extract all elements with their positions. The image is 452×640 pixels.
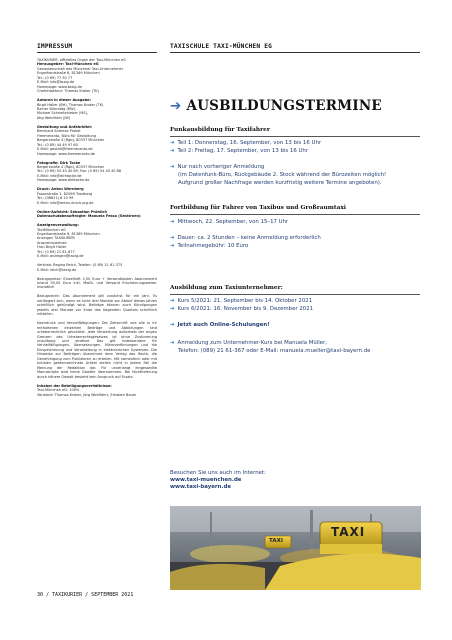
impressum-line: Chefredakteur: Thomas Kroker (TK) xyxy=(37,89,99,94)
schedule-note: Aufgrund großer Nachfrage werden kurzfristig weitere Termine angeboten). xyxy=(178,180,382,186)
impressum-line: Vorstand: Thomas Kroker, Jörg Wohlfahrt, Erhaben Bauer xyxy=(37,392,137,397)
page-footer: 30 / TAXIKURIER / SEPTEMBER 2021 xyxy=(37,592,134,598)
online-signup-line xyxy=(170,322,270,330)
impressum-notice: Bezugsrecht: Das Abonnement gilt zunächst für ein Jahr. Es verlängert sich, wenn es nicht drei Monate vor Ablauf dieses Jahres schriftlich gekündigt wird. Beiträge können auch Kündigungen jeweils drei Monate vor Ende des folgenden Quartals schriftlich mitteilen. xyxy=(37,294,157,317)
impressum-ads xyxy=(37,223,157,259)
arrow-right-icon: ➔ xyxy=(170,322,175,328)
impressum-heading-rule xyxy=(37,52,157,53)
schedule-text: Nur nach vorheriger Anmeldung xyxy=(177,164,265,170)
schedule-note: (im Datenfunk-Büro, Rückgebäude 2. Stock während der Bürozeiten möglich! xyxy=(178,172,387,178)
arrow-right-icon: ➔ xyxy=(170,306,175,312)
taxi-photo-illustration xyxy=(170,506,421,590)
schedule-line xyxy=(170,164,264,172)
impressum-owners xyxy=(37,384,157,397)
impressum-line: Rainer Würrstäg (RW), xyxy=(37,107,77,112)
schedule-text: Teil 2: Freitag, 17. September, von 13 bis 16 Uhr xyxy=(177,148,309,154)
schedule-text: Mittwoch, 22. September, von 15–17 Uhr xyxy=(177,219,289,225)
impressum-sales xyxy=(37,263,157,272)
impressum-line: Fasanstraße 1, 82069 Trostberg xyxy=(37,191,93,196)
contact-text: Anmeldung zum Unternehmer-Kurs bei Manuela Müller, xyxy=(177,340,328,346)
impressum-print xyxy=(37,187,157,205)
schedule-line xyxy=(170,235,321,243)
impressum-line: Ansprechpartner: xyxy=(37,240,68,245)
impressum-intro xyxy=(37,58,157,94)
taxiunternehmer-heading: Ausbildung zum Taxiunternehmer: xyxy=(170,285,283,291)
impressum-line: E-Mail: info@dirktacke.de xyxy=(37,173,82,178)
contact-line xyxy=(170,340,327,348)
impressum-line: Birgit Haller (BH), Thomas Kroker (TK) xyxy=(37,102,104,107)
schedule-text: Dauer: ca. 2 Stunden – keine Anmeldung erforderlich xyxy=(177,235,321,241)
impressum-line: Gestaltung und Anfahrkitel: xyxy=(37,124,93,129)
impressum-line: Anzeigenverwaltung: xyxy=(37,223,79,228)
schedule-line xyxy=(170,298,312,306)
ausbildungstermine-title xyxy=(170,98,382,114)
section-rule xyxy=(170,294,420,295)
section-rule xyxy=(170,214,420,215)
impressum-line: Datenschutzbeauftragte: Manuela Fessa (Gestirnen) xyxy=(37,214,141,219)
impressum-line: Fotografie: Dirk Tacke xyxy=(37,160,81,165)
impressum-line: Michael Schneitenleber (MS), xyxy=(37,111,89,116)
impressum-prices: Bezugspreise: Einzelheft 2,50 Euro + Versandkosten Abonnement Inland 30,00 Euro inkl. MwSt. und Versand Erscheinungsweise: monatlich xyxy=(37,276,157,290)
impressum-line: Tel.: (0 89) 44 49 97 60 xyxy=(37,142,78,147)
impressum-line: Homepage: www.dirktacke.de xyxy=(37,178,90,183)
arrow-right-icon: ➔ xyxy=(170,243,175,249)
impressum-line: Homepage: www.taxig.de xyxy=(37,84,83,89)
impressum-authors xyxy=(37,98,157,120)
impressum-line: Tel.: (0 89) 21 61-677 xyxy=(37,249,75,254)
taxi-sign-text-small: TAXI xyxy=(269,538,283,544)
impressum-line: Online-Aufsicht: Sebastian Pröhlich xyxy=(37,209,107,214)
title-text: AUSBILDUNGSTERMINE xyxy=(186,98,382,114)
impressum-line: E-Mail: gestalt@freemeranto.de xyxy=(37,147,93,152)
impressum-line: Engelhardstraße 6, 81369 München xyxy=(37,231,100,236)
arrow-right-icon: ➔ xyxy=(170,298,175,304)
arrow-right-icon: ➔ xyxy=(170,235,175,241)
impressum-line: E-Mail: info@taxig.de xyxy=(37,80,75,85)
taxischule-heading: TAXISCHULE TAXI-MÜNCHEN EG xyxy=(170,43,273,50)
impressum-line: Engelhardstraße 6, 81369 München xyxy=(37,71,100,76)
impressum-line: Vertrieb: Regina Reich, Telefon: (0 89) 21 61-375 xyxy=(37,263,123,268)
arrow-right-icon: ➔ xyxy=(170,148,175,154)
impressum-line: Jörg Wohlfahrt (JW) xyxy=(37,115,71,120)
impressum-line: Tel.: (08621) 6 10 99 xyxy=(37,196,74,201)
arrow-right-icon: ➔ xyxy=(170,98,182,114)
impressum-online xyxy=(37,210,157,219)
impressum-line: Herausgeber: Taxi-München eG xyxy=(37,62,99,67)
schedule-text: Teilnahmegebühr: 10 Euro xyxy=(177,243,249,249)
website-link-muenchen[interactable]: www.taxi-muenchen.de xyxy=(170,477,242,484)
impressum-line: E-Mail: reich@taxig.de xyxy=(37,267,77,272)
schedule-line xyxy=(170,243,248,251)
fortbildung-heading: Fortbildung für Fahrer von Taxibus und Großraumtaxi xyxy=(170,205,346,211)
taxischule-heading-rule xyxy=(170,52,420,53)
taxi-photo xyxy=(170,506,421,590)
online-signup-text: Jetzt auch Online-Schulungen! xyxy=(177,322,270,328)
impressum-photo xyxy=(37,161,157,183)
website-link-bayern[interactable]: www.taxi-bayern.de xyxy=(170,484,231,491)
schedule-line xyxy=(170,219,288,227)
impressum-line: Bergerstraße 4 (Rgb), 80337 München xyxy=(37,138,105,143)
impressum-column xyxy=(37,58,157,401)
impressum-line: Bergerstraße 4 (Rgb), 80337 München xyxy=(37,165,105,170)
impressum-line: Tel.: (0 89) 54 40 40 69, Fax: (0 89) 54 40 40 88 xyxy=(37,169,122,174)
impressum-line: Tel.: (0 89) 77 30 77 xyxy=(37,75,73,80)
impressum-design xyxy=(37,125,157,156)
impressum-line: Homepage: www.freemeranto.de xyxy=(37,151,95,156)
impressum-line: Genossenschaft des Münchner Taxi-Unternehmer xyxy=(37,66,124,71)
impressum-line: Freemeranto, Büro für Gestaltung xyxy=(37,133,96,138)
schedule-text: Kurs 6/2021: 16. November bis 9. Dezember 2021 xyxy=(177,306,314,312)
impressum-line: Anzeigen TAXIKURIER xyxy=(37,236,75,241)
schedule-line xyxy=(170,148,308,156)
arrow-right-icon: ➔ xyxy=(170,340,175,346)
internet-intro: Besuchen Sie uns auch im Internet: xyxy=(170,470,266,476)
arrow-right-icon: ➔ xyxy=(170,140,175,146)
funkausbildung-heading: Funkausbildung für Taxifahrer xyxy=(170,127,270,133)
arrow-right-icon: ➔ xyxy=(170,164,175,170)
impressum-line: Frau Birgit Haller xyxy=(37,245,67,250)
impressum-line: TAXIKURIER, offizielles Organ der Taxi-München eG xyxy=(37,58,127,62)
impressum-line: Taxi-München eG: 100% xyxy=(37,388,80,393)
impressum-reprint: Nachdruck und Vervielfältigungen: Die Zeitschrift und alle in ihr enthaltenen einzelnen Beiträge und Abbildungen sind urheberrechtlich geschützt. Jede Verwertung außerhalb der engen Grenzen des Urheberrechtsgesetzes ist ohne Zustimmung unzulässig und strafbar. Das gilt insbesondere für Vervielfältigungen, Übersetzungen, Mikroverfilmungen und die Einspeicherung und Verarbeitung in elektronischen Systemen. Die Hinweise zur Beiträgen übernimmt dem Verlag das Recht, die Genehmigung zum Publizieren zu erteilen. Mit namentlich oder mit Initialen gekennzeichnete Artikel stellen nicht in jedem Fall die Meinung der Redaktion dar. Für unverlangt eingesandte Manuskripte wird keine Gewähr übernommen. Bei Nichtlieferung durch höhere Gewalt besteht kein Anspruch auf Ersatz. xyxy=(37,321,157,379)
impressum-line: E-Mail: info@anton-druck.org.de xyxy=(37,200,94,205)
impressum-line: Druck: Anton Wernberg xyxy=(37,187,84,192)
impressum-heading: IMPRESSUM xyxy=(37,43,73,50)
arrow-right-icon: ➔ xyxy=(170,219,175,225)
impressum-line: Inhaber der Beteiligungsverhältnisse: xyxy=(37,383,112,388)
impressum-line: Bernhard Andreas Probst xyxy=(37,129,81,134)
schedule-text: Teil 1: Donnerstag, 16. September, von 13 bis 16 Uhr xyxy=(177,140,322,146)
impressum-line: Autoren in dieser Ausgabe: xyxy=(37,98,91,103)
schedule-text: Kurs 5/2021: 21. September bis 14. Oktober 2021 xyxy=(177,298,313,304)
schedule-line xyxy=(170,306,313,314)
impressum-line: TaxiMünchen eG xyxy=(37,227,66,232)
schedule-line xyxy=(170,140,321,148)
section-rule xyxy=(170,136,420,137)
impressum-line: E-Mail: anzeigen@taxig.de xyxy=(37,254,84,259)
taxi-sign-text: TAXI xyxy=(331,525,366,539)
internet-block xyxy=(170,470,266,492)
contact-phone-email: Telefon: (089) 21 61-367 oder E-Mail: manuela.mueller@taxi-bayern.de xyxy=(178,348,371,354)
